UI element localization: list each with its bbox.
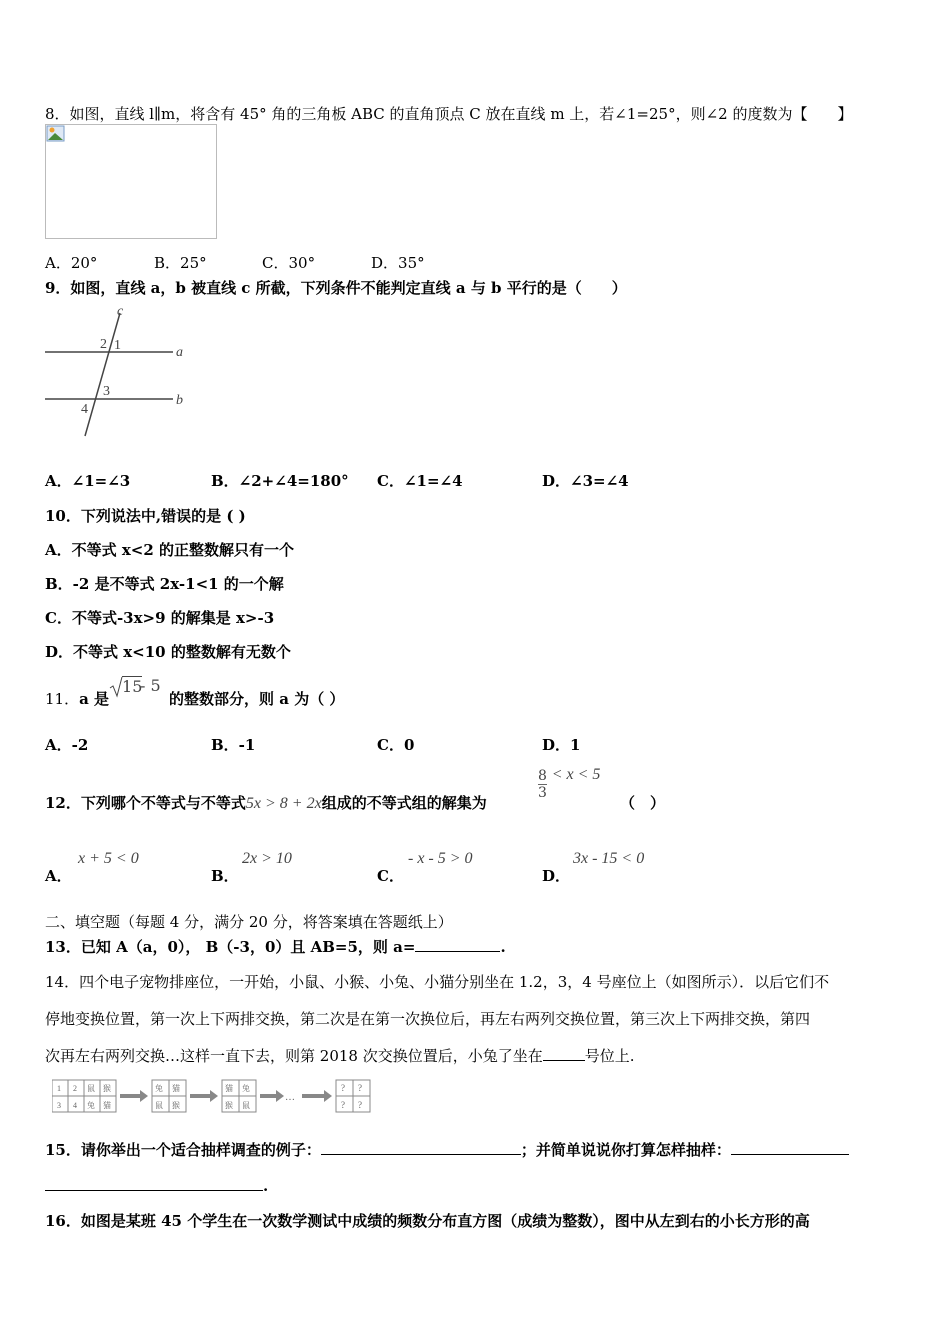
q12-fraction: $\frac{8}{3}$ xyxy=(538,768,547,801)
q16-line1: 16．如图是某班 45 个学生在一次数学测试中成绩的频数分布直方图（成绩为整数），图中从左到右的小长方形的高 xyxy=(45,1212,810,1230)
q13-answer-blank[interactable] xyxy=(415,937,500,952)
svg-text:鼠: 鼠 xyxy=(155,1101,163,1110)
broken-image-icon xyxy=(46,125,66,143)
q10-option-c: C．不等式-3x>9 的解集是 x>-3 xyxy=(45,609,275,627)
label-angle-2: 2 xyxy=(100,337,107,352)
label-a: a xyxy=(176,345,183,360)
arrow-icon xyxy=(190,1090,218,1102)
svg-text:兔: 兔 xyxy=(155,1084,163,1093)
grid1-seat-4: 4 xyxy=(73,1101,77,1110)
q11-option-a: A．-2 xyxy=(45,736,89,754)
sqrt-expression: 15 - 5 xyxy=(109,676,169,702)
q13-text: 13．已知 A（a，0）， B（-3，0）且 AB=5，则 a= . xyxy=(45,938,506,956)
ellipsis: … xyxy=(285,1092,295,1103)
grid1-animal-3: 兔 xyxy=(87,1101,95,1110)
q12-stem-after: （ ） xyxy=(620,794,666,812)
q12-option-b-letter: B． xyxy=(211,867,239,885)
grid1-seat-3: 3 xyxy=(57,1101,61,1110)
sqrt-sign xyxy=(109,676,123,698)
label-b: b xyxy=(176,393,183,408)
q8-option-a: A．20° xyxy=(45,254,98,272)
q8-option-b: B．25° xyxy=(154,254,207,272)
q12-option-b-expr: 2x > 10 xyxy=(242,850,292,867)
q9-option-d: D．∠3=∠4 xyxy=(542,472,629,490)
q12-option-d-expr: 3x - 15 < 0 xyxy=(573,850,645,867)
q15-method-blank[interactable] xyxy=(731,1140,849,1155)
q11-option-b: B．-1 xyxy=(211,736,256,754)
svg-text:?: ? xyxy=(358,1100,362,1110)
q15-line1: 15．请你举出一个适合抽样调查的例子： ；并简单说说你打算怎样抽样： xyxy=(45,1139,849,1160)
q12-stem-before: 12．下列哪个不等式与不等式5x > 8 + 2x组成的不等式组的解集为 xyxy=(45,794,487,812)
q8-stem: 8．如图，直线 l∥m，将含有 45° 角的三角板 ABC 的直角顶点 C 放在直线 m 上，若∠1=25°，则∠2 的度数为【 】 xyxy=(45,105,853,123)
section2-title: 二、填空题（每题 4 分，满分 20 分，将答案填在答题纸上） xyxy=(45,913,453,931)
q15-line2: . xyxy=(45,1176,268,1195)
q14-line3: 次再左右两列交换…这样一直下去，则第 2018 次交换位置后，小兔了坐在 号位上. xyxy=(45,1047,635,1065)
line-c xyxy=(85,313,120,436)
svg-text:?: ? xyxy=(358,1083,362,1093)
grid1-animal-4: 猫 xyxy=(103,1101,111,1110)
q12-solution-set: $\frac{8}{3}$ < x < 5 xyxy=(538,765,601,801)
svg-text:?: ? xyxy=(341,1100,345,1110)
q11-option-d: D．1 xyxy=(542,736,581,754)
q8-option-d: D．35° xyxy=(371,254,425,272)
q8-figure-placeholder xyxy=(45,124,217,239)
q12-option-c-expr: - x - 5 > 0 xyxy=(408,850,473,867)
q14-answer-blank[interactable] xyxy=(543,1046,585,1061)
arrow-icon xyxy=(302,1090,332,1102)
svg-text:鼠: 鼠 xyxy=(242,1101,250,1110)
svg-text:猫: 猫 xyxy=(225,1084,233,1093)
svg-text:猫: 猫 xyxy=(172,1084,180,1093)
svg-text:猴: 猴 xyxy=(225,1101,233,1110)
q15-example-blank[interactable] xyxy=(321,1140,521,1155)
q12-option-a-letter: A． xyxy=(45,867,72,885)
arrow-icon xyxy=(120,1090,148,1102)
svg-text:猴: 猴 xyxy=(172,1101,180,1110)
q10-option-d: D．不等式 x<10 的整数解有无数个 xyxy=(45,643,291,661)
label-angle-4: 4 xyxy=(81,402,88,417)
q9-option-c: C．∠1=∠4 xyxy=(377,472,463,490)
grid1-animal-2: 猴 xyxy=(103,1084,111,1093)
arrow-icon xyxy=(260,1090,284,1102)
svg-text:?: ? xyxy=(341,1083,345,1093)
q12-given-inequality: 5x > 8 + 2x xyxy=(245,795,322,812)
q12-option-a-expr: x + 5 < 0 xyxy=(78,850,139,867)
grid1-seat-1: 1 xyxy=(57,1084,61,1093)
q12-option-c-letter: C． xyxy=(377,867,404,885)
grid1-animal-1: 鼠 xyxy=(87,1084,95,1093)
svg-text:兔: 兔 xyxy=(242,1084,250,1093)
q15-method-blank-continued[interactable] xyxy=(45,1176,263,1191)
q8-option-c: C．30° xyxy=(262,254,316,272)
q9-figure xyxy=(45,303,190,441)
q14-seat-figure xyxy=(52,1078,372,1116)
label-angle-1: 1 xyxy=(114,338,121,353)
q12-option-d-letter: D． xyxy=(542,867,571,885)
q9-option-a: A．∠1=∠3 xyxy=(45,472,131,490)
q11-stem: 11．a 是 15 - 5 的整数部分，则 a 为（ ） xyxy=(45,676,345,708)
q11-option-c: C．0 xyxy=(377,736,415,754)
q9-stem: 9．如图，直线 a，b 被直线 c 所截，下列条件不能判定直线 a 与 b 平行的是（ ） xyxy=(45,279,627,297)
q14-line1: 14．四个电子宠物排座位，一开始，小鼠、小猴、小兔、小猫分别坐在 1.2，3，4 号座位上（如图所示）．以后它们不 xyxy=(45,973,830,991)
label-c: c xyxy=(117,304,124,319)
q10-option-a: A．不等式 x<2 的正整数解只有一个 xyxy=(45,541,295,559)
q10-option-b: B．-2 是不等式 2x-1<1 的一个解 xyxy=(45,575,284,593)
q14-line2: 停地变换位置，第一次上下两排交换，第二次是在第一次换位后，再左右两列交换位置，第三次上下两排交换，第四 xyxy=(45,1010,811,1028)
q10-stem: 10．下列说法中,错误的是 ( ) xyxy=(45,507,246,525)
grid1-seat-2: 2 xyxy=(73,1084,77,1093)
q9-option-b: B．∠2+∠4=180° xyxy=(211,472,349,490)
label-angle-3: 3 xyxy=(103,384,110,399)
